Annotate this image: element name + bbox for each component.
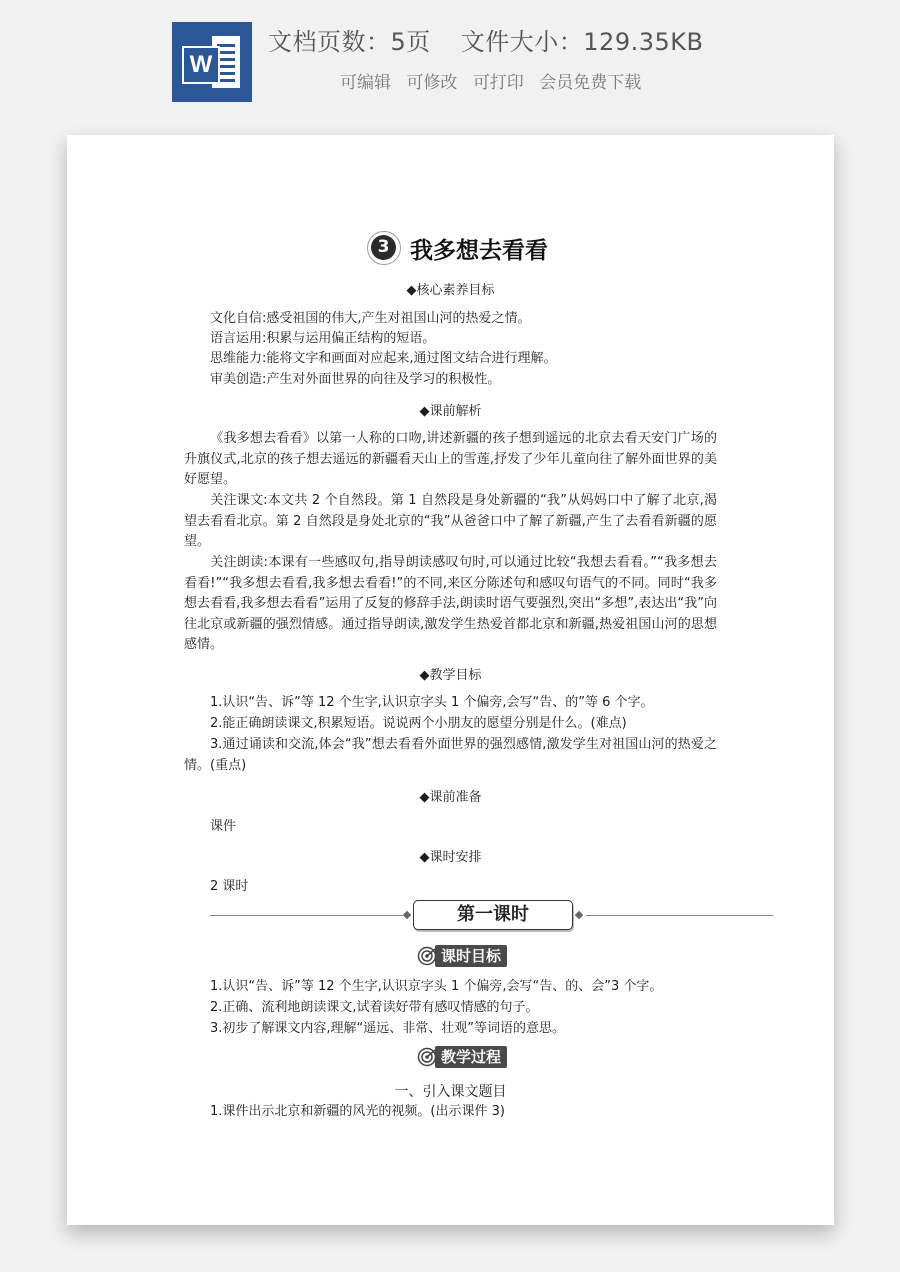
core-line-1: 文化自信:感受祖国的伟大,产生对祖国山河的热爱之情。	[210, 311, 531, 326]
goal-paragraph-3: 3.通过诵读和交流,体会“我”想去看看外面世界的强烈感情,激发学生对祖国山河的热爱之情。(重点)	[184, 737, 717, 773]
process-heading: 一、引入课文题目	[394, 1084, 507, 1100]
analysis-paragraph-2: 关注课文:本文共 2 个自然段。第 1 自然段是身处新疆的“我”从妈妈口中了解了北京,渴望去看看北京。第 2 自然段是身处北京的“我”从爸爸口中了解了新疆,产生了去看看新疆的愿望。	[184, 493, 717, 549]
goal-paragraph-2: 2.能正确朗读课文,积累短语。说说两个小朋友的愿望分别是什么。(难点)	[210, 716, 627, 731]
section-heading-goals: ◆教学目标	[419, 668, 482, 683]
goal-paragraph-1: 1.认识“告、诉”等 12 个生字,认识京字头 1 个偏旁,会写“告、的”等 6 个字。	[210, 695, 654, 710]
lesson-goal-2: 2.正确、流利地朗读课文,试着读好带有感叹情感的句子。	[210, 1000, 539, 1015]
feature-editable: 可编辑	[340, 73, 391, 93]
feature-member-download: 会员免费下载	[539, 73, 642, 93]
prep-text: 课件	[210, 819, 237, 834]
process-tag: 教学过程	[417, 1046, 507, 1068]
document-page	[67, 135, 834, 1225]
target-icon	[417, 1047, 437, 1067]
section-heading-prep: ◆课前准备	[419, 790, 482, 805]
lesson-goals-tag: 课时目标	[417, 945, 507, 967]
word-icon: W	[172, 22, 252, 102]
divider-right	[586, 915, 773, 916]
analysis-paragraph-1: 《我多想去看看》以第一人称的口吻,讲述新疆的孩子想到遥远的北京去看天安门广场的升旗仪式,北京的孩子想去遥远的新疆看天山上的雪莲,抒发了少年儿童向往了解外面世界的美好愿望。	[184, 431, 717, 487]
analysis-paragraph-3: 关注朗读:本课有一些感叹句,指导朗读感叹句时,可以通过比较“我想去看看。”“我多想去看看!”“我多想去看看,我多想去看看!”的不同,来区分陈述句和感叹句语气的不同。同时“我多想去看看,我多想去看看”运用了反复的修辞手法,朗读时语气要强烈,突出“多想”,表达出“我”向往北京或新疆的强烈情感。通过指导朗读,激发学生热爱首都北京和新疆,热爱祖国山河的思想感情。	[184, 555, 717, 652]
lesson-title	[367, 231, 548, 269]
feature-list	[340, 68, 651, 93]
section-heading-schedule: ◆课时安排	[419, 850, 482, 865]
file-size: 文件大小：129.35KB	[460, 28, 704, 56]
lesson-goal-1: 1.认识“告、诉”等 12 个生字,认识京字头 1 个偏旁,会写“告、的、会”3 个字。	[210, 979, 663, 994]
divider-dot-left	[403, 911, 411, 919]
lesson-number-badge: 3	[367, 231, 401, 265]
lesson-goal-3: 3.初步了解课文内容,理解“遥远、非常、壮观”等词语的意思。	[210, 1021, 566, 1036]
file-info	[268, 22, 703, 57]
divider-left	[210, 915, 403, 916]
document-title: 我多想去看看	[410, 237, 548, 264]
feature-printable: 可打印	[472, 73, 524, 93]
page-count: 文档页数：5页	[268, 28, 431, 56]
core-line-4: 审美创造:产生对外面世界的向往及学习的积极性。	[210, 372, 501, 387]
target-icon	[417, 946, 437, 966]
divider-dot-right	[575, 911, 583, 919]
core-line-3: 思维能力:能将文字和画面对应起来,通过图文结合进行理解。	[210, 351, 557, 366]
download-header	[0, 0, 900, 120]
core-line-2: 语言运用:积累与运用偏正结构的短语。	[210, 331, 436, 346]
schedule-text: 2 课时	[210, 879, 249, 894]
process-line-1: 1.课件出示北京和新疆的风光的视频。(出示课件 3)	[210, 1104, 505, 1119]
section-heading-core: ◆核心素养目标	[406, 283, 495, 298]
feature-modifiable: 可修改	[406, 73, 458, 93]
section-heading-analysis: ◆课前解析	[419, 404, 482, 419]
lesson-period-title: 第一课时	[413, 900, 573, 930]
